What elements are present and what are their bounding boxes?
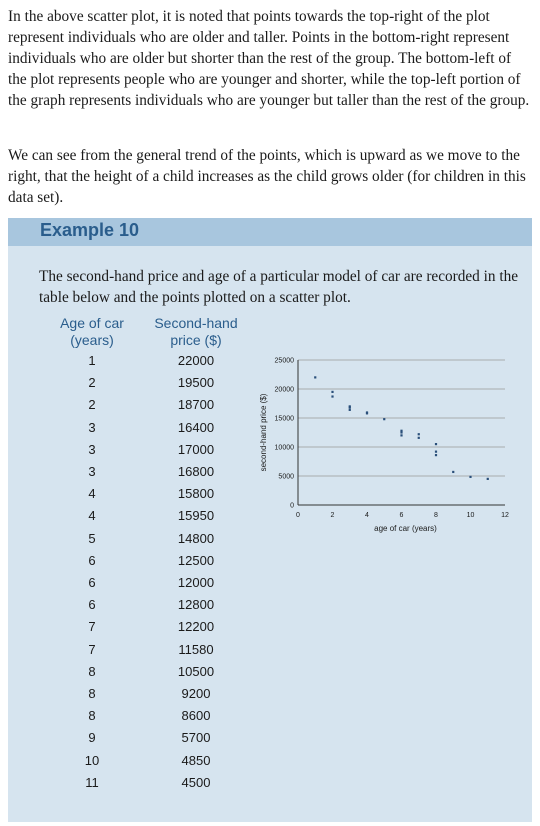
- table-cell-age: 3: [88, 464, 96, 479]
- table-cell-age: 4: [88, 508, 96, 524]
- data-point: [469, 476, 471, 478]
- x-axis-label: age of car (years): [374, 524, 437, 533]
- x-tick-label: 6: [399, 512, 404, 519]
- table-cell-age: 9: [88, 730, 96, 746]
- table-cell-price: 9200: [181, 686, 211, 701]
- x-tick-label: 4: [365, 512, 369, 519]
- table-cell-price: 8600: [181, 708, 211, 724]
- data-point: [331, 395, 333, 397]
- data-point: [418, 433, 420, 435]
- table-cell-age: 8: [88, 686, 96, 701]
- data-point: [435, 451, 437, 453]
- data-point: [487, 478, 489, 480]
- table-cell-price: 16800: [177, 464, 215, 479]
- data-point: [349, 409, 351, 411]
- scatter-plot: [8, 218, 532, 822]
- table-cell-price: 12200: [177, 619, 215, 635]
- table-cell-age: 5: [88, 530, 96, 546]
- x-tick-label: 10: [466, 512, 475, 519]
- table-cell-age: 2: [88, 375, 96, 391]
- table-cell-age: 2: [88, 397, 96, 413]
- table-cell-price: 5700: [181, 730, 211, 746]
- table-header-price: Second-hand price ($): [154, 315, 238, 348]
- data-point: [435, 454, 437, 456]
- data-point: [314, 376, 316, 378]
- table-cell-age: 8: [88, 663, 96, 679]
- table-cell-age: 8: [88, 708, 96, 724]
- table-cell-age: 4: [88, 486, 96, 502]
- y-tick-label: 15000: [274, 415, 294, 423]
- example-title: Example 10: [40, 220, 140, 240]
- x-tick-label: 2: [330, 512, 335, 519]
- table-cell-price: 10500: [177, 663, 215, 679]
- data-point: [349, 406, 351, 408]
- y-tick-label: 10000: [274, 444, 294, 452]
- table-cell-age: 3: [88, 419, 96, 435]
- example-intro: The second-hand price and age of a particular model of car are recorded in the table below and the points plotted on a scatter plot.: [39, 268, 519, 306]
- y-tick-label: 5000: [278, 473, 294, 481]
- table-cell-price: 18700: [177, 397, 215, 413]
- data-point: [383, 418, 385, 420]
- table-cell-price: 17000: [177, 441, 215, 457]
- table-cell-age: 10: [84, 752, 100, 768]
- table-cell-price: 4500: [181, 774, 211, 790]
- table-cell-age: 7: [88, 641, 96, 657]
- table-cell-age: 6: [88, 575, 96, 590]
- data-point: [366, 411, 368, 413]
- data-point: [400, 434, 402, 436]
- table-cell-age: 1: [88, 353, 96, 368]
- data-point: [331, 391, 333, 393]
- table-cell-price: 15800: [177, 486, 215, 502]
- table-cell-age: 3: [88, 441, 96, 457]
- table-cell-price: 15950: [177, 508, 215, 524]
- table-cell-price: 16400: [177, 419, 215, 435]
- table-cell-price: 14800: [177, 530, 215, 546]
- table-cell-age: 6: [88, 597, 96, 613]
- table-cell-price: 22000: [177, 353, 215, 368]
- example-panel: [8, 218, 532, 822]
- table-cell-age: 7: [88, 619, 96, 635]
- data-point: [418, 437, 420, 439]
- data-point: [435, 443, 437, 445]
- data-point: [452, 471, 454, 473]
- data-point: [400, 430, 402, 432]
- paragraph-scatter-interpretation: In the above scatter plot, it is noted that points towards the top-right of the plot represent individuals who are older and taller. Points in the bottom-right represent individuals who are older but shorter than the rest of the group. The bottom-left of the plot represents people who are younger and shorter, while the top-left portion of the graph represents individuals who are younger but taller than the rest of the group.: [8, 8, 530, 109]
- y-tick-label: 25000: [274, 357, 294, 365]
- paragraph-general-trend: We can see from the general trend of the points, which is upward as we move to the right, that the height of a child increases as the child grows older (for children in this data set).: [8, 147, 526, 206]
- table-cell-price: 4850: [181, 752, 211, 768]
- table-cell-price: 12500: [177, 552, 215, 568]
- table-cell-price: 19500: [177, 375, 215, 391]
- table-cell-age: 11: [85, 774, 99, 790]
- x-tick-label: 12: [501, 512, 509, 519]
- y-tick-label: 20000: [274, 386, 294, 394]
- table-cell-price: 12800: [177, 597, 215, 613]
- table-cell-price: 11580: [178, 641, 214, 657]
- x-tick-label: 8: [434, 512, 438, 519]
- table-cell-age: 6: [88, 552, 96, 568]
- x-tick-label: 0: [296, 512, 300, 519]
- y-axis-label: second-hand price ($): [259, 393, 268, 472]
- table-cell-price: 12000: [177, 575, 215, 590]
- y-tick-label: 0: [290, 502, 294, 510]
- table-header-age: Age of car (years): [60, 315, 124, 348]
